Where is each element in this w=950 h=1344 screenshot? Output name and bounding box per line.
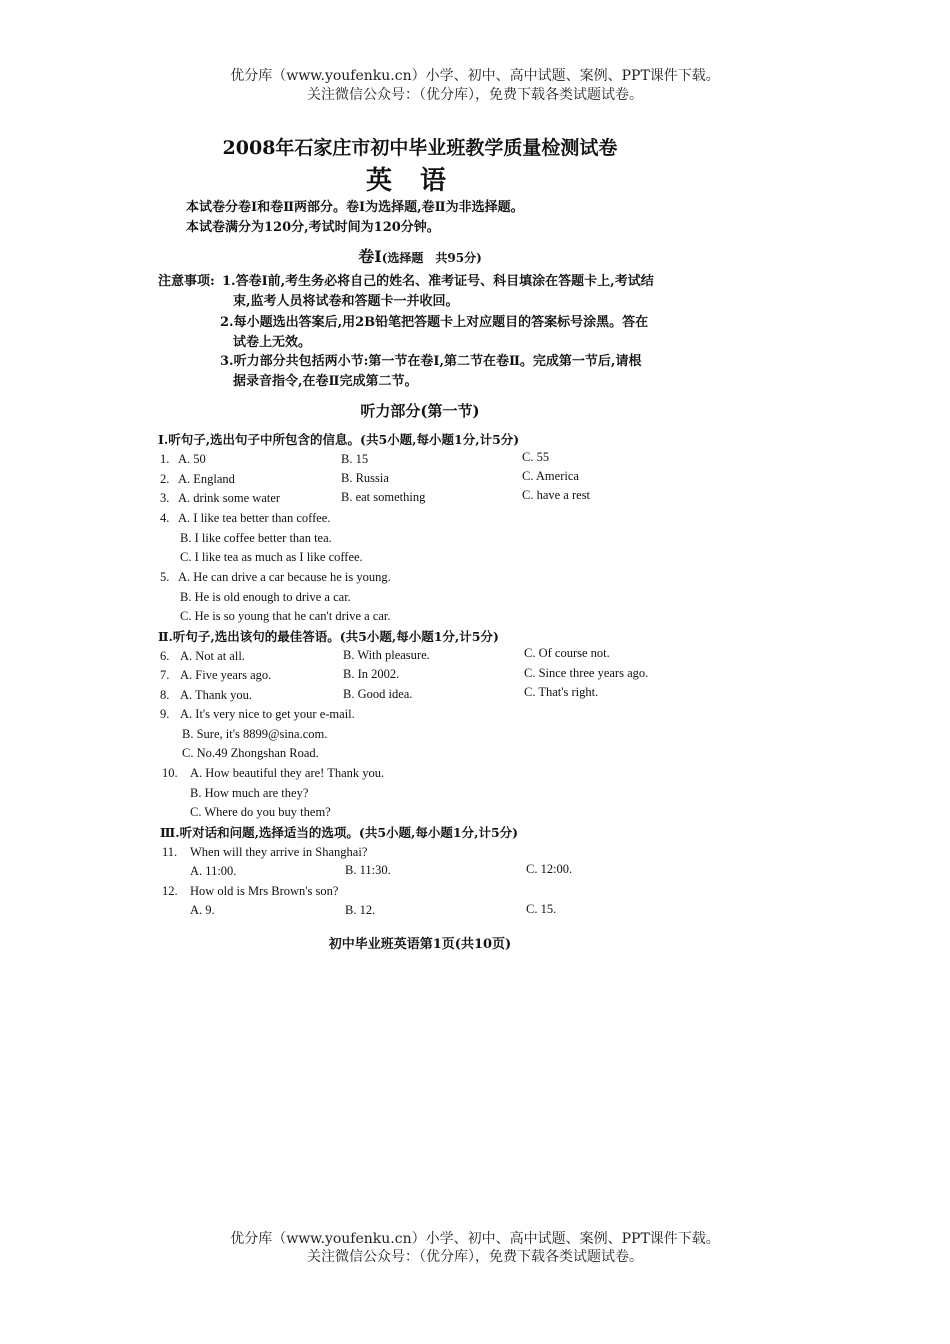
section-3-instruction: Ⅲ.听对话和问题,选择适当的选项。(共5小题,每小题1分,计5分) bbox=[160, 825, 519, 840]
q7-option-a: A. Five years ago. bbox=[180, 668, 272, 682]
note-1b: 束,监考人员将试卷和答题卡一并收回。 bbox=[233, 294, 459, 309]
q12-option-b: B. 12. bbox=[345, 903, 376, 917]
q5-number: 5. bbox=[160, 570, 170, 584]
q6-number: 6. bbox=[160, 649, 170, 663]
q3-option-a: A. drink some water bbox=[178, 491, 281, 505]
q4-option-c: C. I like tea as much as I like coffee. bbox=[180, 550, 363, 564]
note-1a: 1.答卷Ⅰ前,考生务必将自己的姓名、准考证号、科目填涂在答题卡上,考试结 bbox=[222, 274, 654, 289]
q7-option-b: B. In 2002. bbox=[343, 667, 400, 681]
note-2a: 2.每小题选出答案后,用2B铅笔把答题卡上对应题目的答案标号涂黑。答在 bbox=[220, 315, 649, 330]
part1-note: (选择题 共95分) bbox=[381, 251, 482, 265]
q5-option-c: C. He is so young that he can't drive a car. bbox=[180, 609, 391, 623]
q11-question: When will they arrive in Shanghai? bbox=[190, 845, 368, 859]
q10-option-c: C. Where do you buy them? bbox=[190, 805, 331, 819]
q1-option-b: B. 15 bbox=[341, 452, 369, 466]
q4-option-b: B. I like coffee better than tea. bbox=[180, 531, 332, 545]
q12-question: How old is Mrs Brown's son? bbox=[190, 884, 339, 898]
q8-option-a: A. Thank you. bbox=[180, 688, 252, 702]
q1-option-a: A. 50 bbox=[178, 452, 206, 466]
q9-option-c: C. No.49 Zhongshan Road. bbox=[182, 746, 319, 760]
q2-option-b: B. Russia bbox=[341, 471, 389, 485]
q5-option-a: A. He can drive a car because he is young. bbox=[178, 570, 391, 584]
q12-option-a: A. 9. bbox=[190, 903, 215, 917]
q9-option-b: B. Sure, it's 8899@sina.com. bbox=[182, 727, 328, 741]
note-2b: 试卷上无效。 bbox=[233, 335, 312, 350]
q4-number: 4. bbox=[160, 511, 170, 525]
q3-option-c: C. have a rest bbox=[522, 488, 591, 502]
section-2-instruction: Ⅱ.听句子,选出该句的最佳答语。(共5小题,每小题1分,计5分) bbox=[158, 629, 499, 644]
q12-option-c: C. 15. bbox=[526, 902, 557, 916]
q11-number: 11. bbox=[162, 845, 178, 859]
q3-option-b: B. eat something bbox=[341, 490, 426, 504]
part1-title: 卷Ⅰ bbox=[358, 247, 382, 266]
q2-option-c: C. America bbox=[522, 469, 579, 483]
q4-option-a: A. I like tea better than coffee. bbox=[178, 511, 331, 525]
q2-number: 2. bbox=[160, 472, 170, 486]
footer-line-2: 关注微信公众号：（优分库），免费下载各类试题试卷。 bbox=[307, 1249, 643, 1265]
part1-heading bbox=[150, 244, 690, 267]
q1-number: 1. bbox=[160, 452, 170, 466]
note-3a: 3.听力部分共包括两小节:第一节在卷Ⅰ,第二节在卷Ⅱ。完成第一节后,请根 bbox=[220, 354, 642, 369]
section-1-instruction: Ⅰ.听句子,选出句子中所包含的信息。(共5小题,每小题1分,计5分) bbox=[158, 432, 520, 447]
q9-option-a: A. It's very nice to get your e-mail. bbox=[180, 707, 355, 721]
q12-number: 12. bbox=[162, 884, 178, 898]
q10-number: 10. bbox=[162, 766, 178, 780]
q11-option-a: A. 11:00. bbox=[190, 864, 237, 878]
q8-option-c: C. That's right. bbox=[524, 685, 599, 699]
q7-option-c: C. Since three years ago. bbox=[524, 666, 649, 680]
intro-line-2: 本试卷满分为120分,考试时间为120分钟。 bbox=[186, 220, 440, 235]
listening-title: 听力部分(第一节) bbox=[360, 402, 480, 420]
subject-title: 英语 bbox=[365, 166, 474, 196]
footer-line-1: 优分库（www.youfenku.cn）小学、初中、高中试题、案例、PPT课件下载。 bbox=[230, 1231, 720, 1247]
note-3b: 据录音指令,在卷Ⅱ完成第二节。 bbox=[233, 374, 418, 389]
q8-number: 8. bbox=[160, 688, 170, 702]
intro-line-1: 本试卷分卷Ⅰ和卷Ⅱ两部分。卷Ⅰ为选择题,卷Ⅱ为非选择题。 bbox=[186, 200, 524, 215]
q8-option-b: B. Good idea. bbox=[343, 687, 413, 701]
page-number-footer: 初中毕业班英语第1页(共10页) bbox=[328, 937, 512, 952]
q11-option-b: B. 11:30. bbox=[345, 863, 391, 877]
exam-title: 2008年石家庄市初中毕业班教学质量检测试卷 bbox=[222, 137, 618, 159]
q6-option-c: C. Of course not. bbox=[524, 646, 610, 660]
q6-option-b: B. With pleasure. bbox=[343, 648, 430, 662]
q11-option-c: C. 12:00. bbox=[526, 862, 573, 876]
q7-number: 7. bbox=[160, 668, 170, 682]
header-line-1: 优分库（www.youfenku.cn）小学、初中、高中试题、案例、PPT课件下载。 bbox=[230, 68, 720, 84]
notes-label: 注意事项: bbox=[158, 274, 215, 289]
q1-option-c: C. 55 bbox=[522, 450, 550, 464]
q9-number: 9. bbox=[160, 707, 170, 721]
q3-number: 3. bbox=[160, 491, 170, 505]
q10-option-a: A. How beautiful they are! Thank you. bbox=[190, 766, 385, 780]
q2-option-a: A. England bbox=[178, 472, 235, 486]
q6-option-a: A. Not at all. bbox=[180, 649, 245, 663]
header-line-2: 关注微信公众号：（优分库），免费下载各类试题试卷。 bbox=[307, 87, 643, 103]
q5-option-b: B. He is old enough to drive a car. bbox=[180, 590, 351, 604]
q10-option-b: B. How much are they? bbox=[190, 786, 309, 800]
